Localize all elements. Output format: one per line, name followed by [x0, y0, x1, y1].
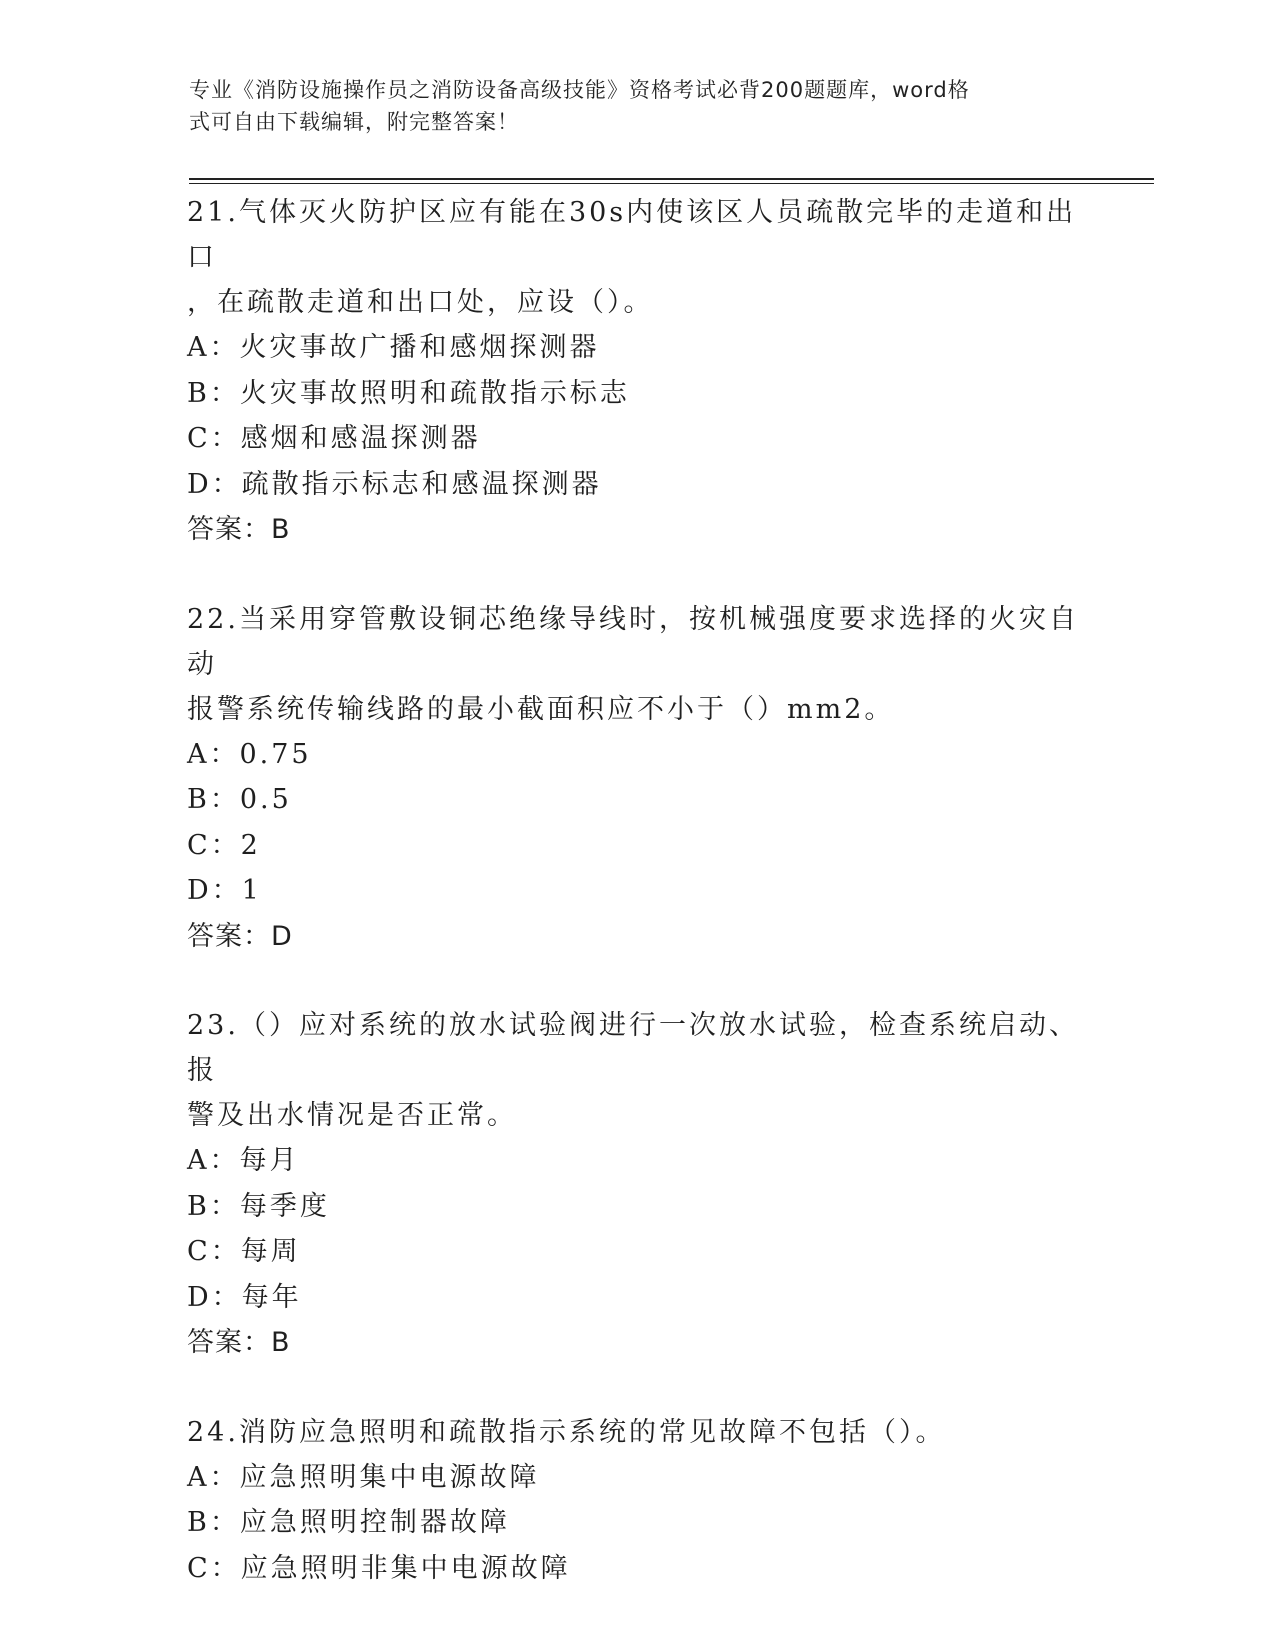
answer-key: 答案：B	[187, 1327, 291, 1358]
header-line-1: 专业《消防设施操作员之消防设备高级技能》资格考试必背200题题库，word格	[189, 78, 970, 102]
question-list	[187, 190, 1087, 1591]
header-line-2: 式可自由下载编辑，附完整答案！	[189, 110, 519, 134]
question-stem-line: 23.（）应对系统的放水试验阀进行一次放水试验，检查系统启动、报	[187, 1010, 1079, 1086]
question-stem-line: 报警系统传输线路的最小截面积应不小于（）mm2。	[187, 693, 895, 725]
question-stem-line: 警及出水情况是否正常。	[187, 1100, 517, 1131]
question-block	[187, 190, 1087, 553]
answer-option: C：2	[187, 829, 261, 861]
question-spacer	[187, 959, 1087, 1003]
answer-option: B：火灾事故照明和疏散指示标志	[187, 377, 630, 409]
answer-option: B：应急照明控制器故障	[187, 1507, 510, 1538]
question-spacer	[187, 1366, 1087, 1410]
answer-option: A：每月	[187, 1145, 300, 1176]
page-header	[189, 74, 1089, 138]
answer-option: D：1	[187, 875, 262, 906]
answer-key: 答案：B	[187, 514, 291, 545]
answer-option: D：每年	[187, 1281, 302, 1313]
question-spacer	[187, 553, 1087, 597]
question-block	[187, 597, 1087, 960]
answer-option: C：应急照明非集中电源故障	[187, 1552, 571, 1584]
answer-option: B：每季度	[187, 1190, 330, 1222]
question-stem-line: 22.当采用穿管敷设铜芯绝缘导线时，按机械强度要求选择的火灾自动	[187, 603, 1079, 680]
question-stem-line: 24.消防应急照明和疏散指示系统的常见故障不包括（）。	[187, 1416, 946, 1448]
answer-option: A：0.75	[187, 738, 312, 770]
header-rule-thin	[189, 183, 1154, 184]
answer-key: 答案：D	[187, 920, 293, 952]
answer-option: C：感烟和感温探测器	[187, 423, 481, 454]
answer-option: A：应急照明集中电源故障	[187, 1461, 540, 1493]
question-block	[187, 1003, 1087, 1366]
answer-option: A：火灾事故广播和感烟探测器	[187, 332, 600, 363]
answer-option: C：每周	[187, 1236, 301, 1267]
header-rule-thick	[189, 178, 1154, 180]
question-block	[187, 1410, 1087, 1592]
question-stem-line: 21.气体灭火防护区应有能在30s内使该区人员疏散完毕的走道和出口	[187, 197, 1077, 273]
answer-option: D：疏散指示标志和感温探测器	[187, 468, 602, 500]
answer-option: B：0.5	[187, 784, 292, 815]
question-stem-line: ，在疏散走道和出口处，应设（）。	[187, 287, 654, 318]
